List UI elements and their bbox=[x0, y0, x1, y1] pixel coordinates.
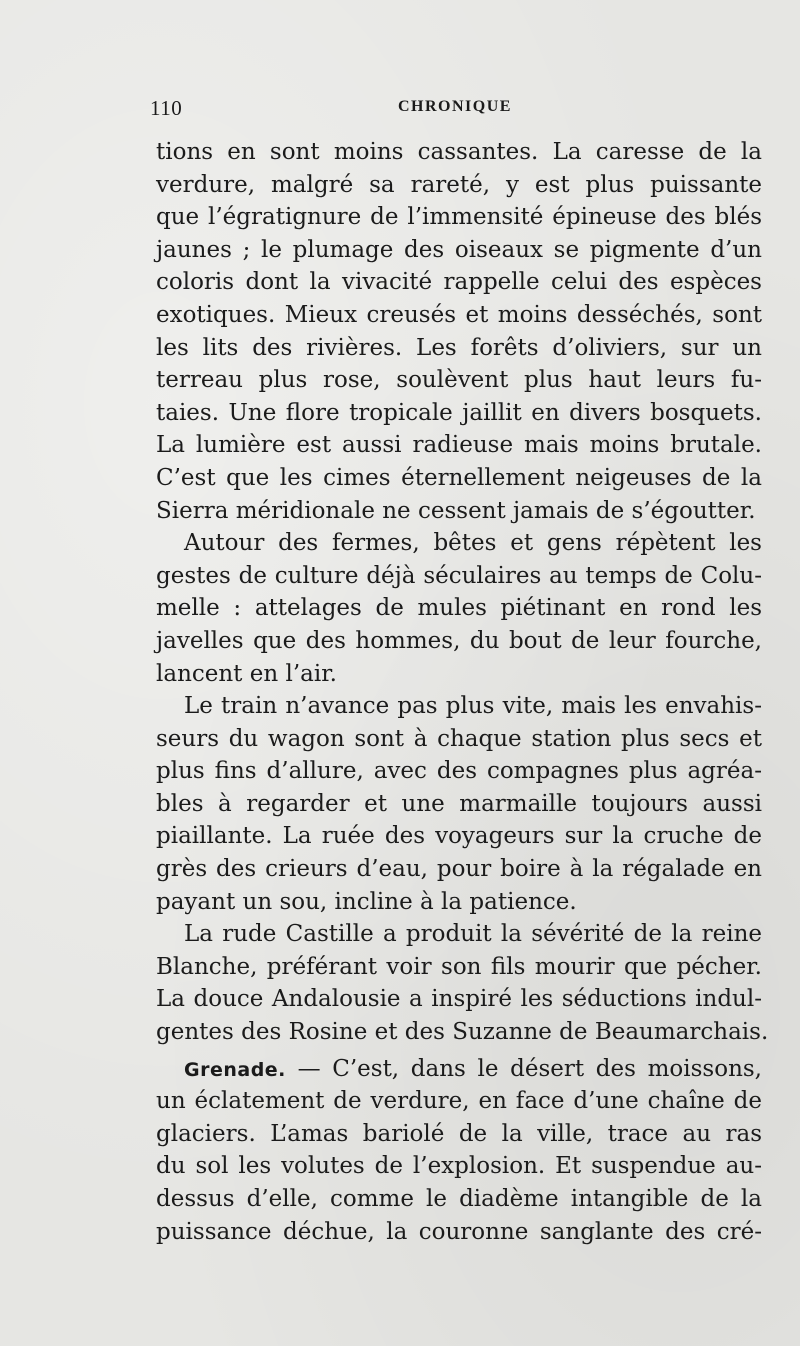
text-line: puissance déchue, la couronne sanglante des cré- bbox=[156, 1218, 762, 1245]
text-line: gentes des Rosine et des Suzanne de Beaumarchais. bbox=[156, 1019, 769, 1046]
text-line: exotiques. Mieux creusés et moins desséchés, sont bbox=[156, 301, 762, 328]
text-line: les lits des rivières. Les forêts d’oliviers, sur un bbox=[156, 334, 762, 361]
running-head bbox=[150, 96, 762, 130]
text-line: Blanche, préférant voir son fils mourir que pécher. bbox=[156, 953, 762, 980]
text-line: seurs du wagon sont à chaque station plus secs et bbox=[156, 725, 762, 752]
text-line: melle : attelages de mules piétinant en rond les bbox=[156, 595, 762, 622]
text-line: lancent en l’air. bbox=[156, 660, 337, 687]
paragraph-grenade bbox=[156, 1053, 762, 1249]
text-line: taies. Une flore tropicale jaillit en divers bosquets. bbox=[156, 399, 762, 426]
text-line: un éclatement de verdure, en face d’une chaîne de bbox=[156, 1088, 762, 1115]
text-line: C’est que les cimes éternellement neigeuses de la bbox=[156, 464, 762, 491]
paragraph bbox=[156, 690, 762, 918]
text-line: Le train n’avance pas plus vite, mais les envahis- bbox=[184, 693, 762, 720]
section-heading-continuation: — C’est, dans le désert des moissons, bbox=[285, 1055, 762, 1082]
text-line: La rude Castille a produit la sévérité de la reine bbox=[184, 921, 762, 948]
text-line bbox=[156, 1053, 762, 1086]
text-line: jaunes ; le plumage des oiseaux se pigmente d’un bbox=[156, 236, 762, 263]
text-line: dessus d’elle, comme le diadème intangible de la bbox=[156, 1186, 762, 1212]
text-line: bles à regarder et une marmaille toujours aussi bbox=[156, 790, 762, 817]
text-line: plus fins d’allure, avec des compagnes plus agréa- bbox=[156, 758, 762, 785]
text-line: terreau plus rose, soulèvent plus haut leurs fu- bbox=[156, 367, 762, 394]
running-title: CHRONIQUE bbox=[398, 98, 512, 115]
text-line: gestes de culture déjà séculaires au temps de Colu- bbox=[156, 562, 762, 589]
page-number: 110 bbox=[150, 96, 183, 120]
text-line: glaciers. L’amas bariolé de la ville, trace au ras bbox=[156, 1120, 762, 1147]
paragraph bbox=[156, 918, 769, 1048]
text-line: coloris dont la vivacité rappelle celui des espèces bbox=[156, 269, 762, 296]
paragraph bbox=[156, 527, 762, 690]
text-line: Autour des fermes, bêtes et gens répètent les bbox=[184, 530, 762, 557]
text-line: Sierra méridionale ne cessent jamais de s’égoutter. bbox=[156, 497, 756, 524]
text-line: piaillante. La ruée des voyageurs sur la cruche de bbox=[156, 823, 762, 850]
text-line: que l’égratignure de l’immensité épineuse des blés bbox=[156, 204, 762, 231]
paragraph bbox=[156, 136, 762, 527]
text-line: grès des crieurs d’eau, pour boire à la régalade en bbox=[156, 856, 762, 883]
text-line: La douce Andalousie a inspiré les séductions indul- bbox=[156, 986, 762, 1013]
text-line: La lumière est aussi radieuse mais moins brutale. bbox=[156, 432, 762, 459]
text-line: tions en sont moins cassantes. La caresse de la bbox=[156, 139, 762, 165]
text-line: verdure, malgré sa rareté, y est plus puissante bbox=[156, 171, 762, 198]
text-line: du sol les volutes de l’explosion. Et suspendue au- bbox=[156, 1153, 762, 1180]
body-text bbox=[156, 136, 769, 1248]
section-heading: Grenade. bbox=[184, 1058, 286, 1081]
text-line: javelles que des hommes, du bout de leur fourche, bbox=[156, 627, 762, 654]
text-line: payant un sou, incline à la patience. bbox=[156, 888, 577, 915]
